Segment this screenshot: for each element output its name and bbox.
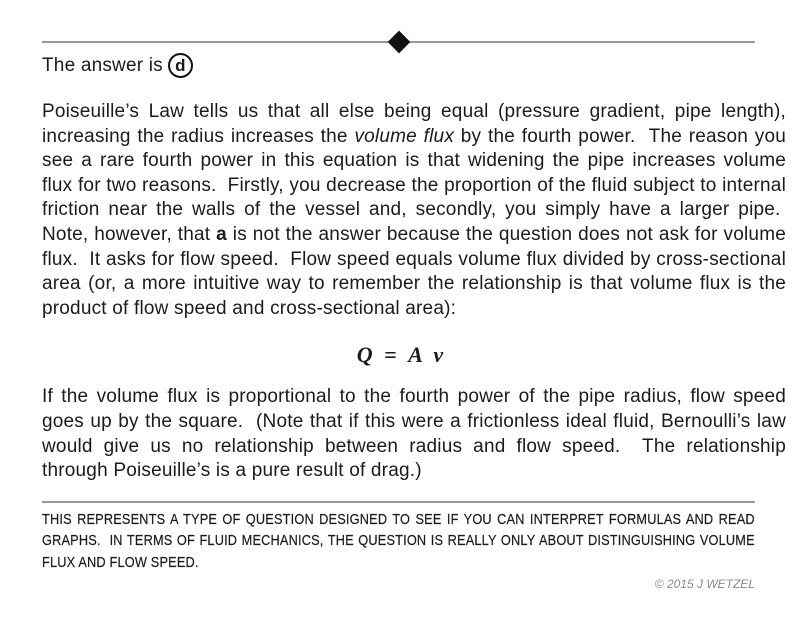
equation-speed-symbol: v bbox=[433, 342, 444, 368]
equation-area-symbol: A bbox=[408, 342, 423, 368]
bottom-divider-rule bbox=[42, 501, 755, 503]
explanation-paragraph-2: If the volume flux is proportional to the fourth power of the pipe radius, flow speed goes up by the square. (Note that if this were a frictionless ideal fluid, Bernoulli’s law would give us no relationship between radius and flow speed. The relationship through Poiseuille’s is a pure result of drag.) bbox=[42, 386, 786, 482]
equation-volume-flux bbox=[0, 340, 800, 370]
answer-line bbox=[42, 52, 758, 79]
equation-Q-symbol: Q bbox=[356, 342, 373, 368]
diamond-icon bbox=[387, 31, 410, 54]
answer-letter-badge: d bbox=[168, 53, 193, 78]
answer-prefix-text: The answer is bbox=[42, 55, 163, 76]
footer-note-text: THIS REPRESENTS A TYPE OF QUESTION DESIGNED TO SEE IF YOU CAN INTERPRET FORMULAS AND READ GRAPHS. IN TERMS OF FLUID MECHANICS, THE QUESTION IS REALLY ONLY ABOUT DISTINGUISHING VOLUME FLUX AND FLOW SPEED. bbox=[42, 511, 755, 571]
explanation-paragraph-1: Poiseuille’s Law tells us that all else being equal (pressure gradient, pipe length), increasing the radius increases the volume flux by the fourth power. The reason you see a rare fourth power in this equation is that widening the pipe increases volume flux for two reasons. Firstly, you decrease the proportion of the fluid subject to internal friction near the walls of the vessel and, secondly, you simply have a larger pipe. Note, however, that a is not the answer because the question does not ask for volume flux. It asks for flow speed. Flow speed equals volume flux divided by cross-sectional area (or, a more intuitive way to remember the relationship is that volume flux is the product of flow speed and cross-sectional area): bbox=[42, 101, 787, 319]
top-divider-rule bbox=[42, 41, 755, 43]
equation-equals-sign: = bbox=[384, 342, 397, 368]
copyright-text: © 2015 J WETZEL bbox=[654, 577, 755, 592]
